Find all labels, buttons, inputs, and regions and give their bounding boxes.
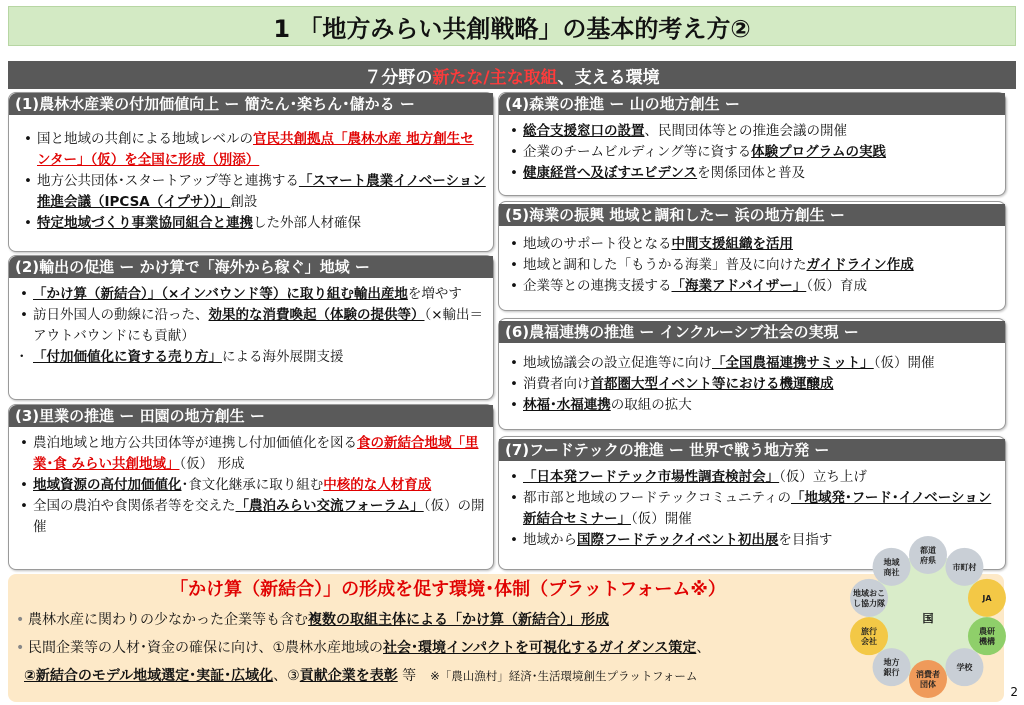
list-item: • 地域のサポート役となる中間支援組織を活用 <box>507 234 1001 255</box>
list-item: • 全国の農泊や食関係者等を交えた「農泊みらい交流フォーラム」（仮）の開催 <box>17 496 487 538</box>
diagram-node-label: 旅行 <box>861 627 878 637</box>
list-item: • 地方公共団体･スタートアップ等と連携する「スマート農業イノベーション推進会議（IPCSA（イプサ））」創設 <box>21 171 487 213</box>
panel-header: (4)森業の推進 ー 山の地方創生 ー <box>499 93 1005 115</box>
list-item: ②新結合のモデル地域選定･実証･広域化、③貢献企業を表彰 等 ※「農山漁村」経済･生活環境創生プラットフォーム <box>24 668 698 684</box>
diagram-node-label: 都道 <box>920 546 936 555</box>
diagram-node-label: 地域 <box>883 557 900 567</box>
list-item: • 健康経営へ及ぼすエビデンスを関係団体と普及 <box>507 163 1001 184</box>
list-item: • 「日本発フードテック市場性調査検討会」（仮）立ち上げ <box>507 467 1001 488</box>
list-item: • 農林水産に関わりの少なかった企業等も含む複数の取組主体による「かけ算（新結合）」形成 <box>16 606 846 634</box>
panel-agriculture-value <box>8 92 494 252</box>
panel-header: (1)農林水産業の付加価値向上 ー 簡たん･楽ちん･儲かる ー <box>9 93 493 115</box>
list-item: • 総合支援窓口の設置、民間団体等との推進会議の開催 <box>507 121 1001 142</box>
list-item: • 農泊地域と地方公共団体等が連携し付加価値化を図る食の新結合地域「里業･食 みらい共創地域」（仮） 形成 <box>17 433 487 475</box>
diagram-node-label: 地方 <box>883 658 900 668</box>
panel-export <box>8 255 494 400</box>
diagram-node-label: 府県 <box>920 556 936 565</box>
panel-header: (6)農福連携の推進 ー インクルーシブ社会の実現 ー <box>499 321 1005 343</box>
list-item: • 地域と調和した「もうかる海業」普及に向けたガイドライン作成 <box>507 255 1001 276</box>
diagram-node-label: 会社 <box>861 637 878 647</box>
platform-title: 「かけ算（新結合）」の形成を促す環境･体制（プラットフォーム※） <box>170 579 726 600</box>
list-item: • 地域協議会の設立促進等に向け「全国農福連携サミット」（仮）開催 <box>507 353 1001 374</box>
list-item: • 地域資源の高付加価値化･食文化継承に取り組む中核的な人材育成 <box>17 475 487 496</box>
panel-header: (5)海業の振興 地域と調和したー 浜の地方創生 ー <box>499 204 1005 226</box>
list-item: • 消費者向け首都圏大型イベント等における機運醸成 <box>507 374 1001 395</box>
subtitle-part1: ７分野の <box>364 67 433 88</box>
list-item: • 「かけ算（新結合）」（×インバウンド等）に取り組む輸出産地を増やす <box>17 284 487 305</box>
list-item: • 民間企業等の人材･資金の確保に向け、①農林水産地域の社会･環境インパクトを可視化するガイダンス策定、 <box>16 634 846 662</box>
diagram-node-label: 市町村 <box>952 562 977 572</box>
list-item: • 特定地域づくり事業協同組合と連携した外部人材確保 <box>21 213 487 234</box>
list-item: • 国と地域の共創による地域レベルの官民共創拠点「農林水産 地方創生センター」（仮）を全国に形成（別添） <box>21 129 487 171</box>
list-item: • 地域から国際フードテックイベント初出展を目指す <box>507 530 1001 551</box>
list-item: • 都市部と地域のフードテックコミュニティの「地域発･フード･イノベーション新結合セミナー」（仮）開催 <box>507 488 1001 530</box>
list-item: • 訪日外国人の動線に沿った、効果的な消費喚起（体験の提供等）（×輸出＝アウトバウンドにも貢献） <box>17 305 487 347</box>
diagram-node-label: し協力隊 <box>853 598 886 608</box>
subtitle-part3: 、支える環境 <box>557 67 660 88</box>
diagram-node-label: 学校 <box>956 663 973 673</box>
diagram-node-label: 団体 <box>920 680 936 689</box>
list-item: • 林福･水福連携の取組の拡大 <box>507 395 1001 416</box>
panel-fisheries <box>498 201 1006 311</box>
diagram-node-label: 機構 <box>978 637 995 647</box>
panel-header: (2)輸出の促進 ー かけ算で「海外から稼ぐ」地域 ー <box>9 256 493 278</box>
page-title: 1 「地方みらい共創戦略」の基本的考え方② <box>8 6 1016 46</box>
diagram-node-label: 農研 <box>978 627 995 637</box>
panel-rural <box>8 404 494 570</box>
page-number: 2 <box>1010 685 1018 699</box>
diagram-node-label: 銀行 <box>883 668 900 678</box>
diagram-node <box>909 660 947 698</box>
subtitle-bar <box>8 61 1016 89</box>
list-item: ・ 「付加価値化に資する売り方」による海外展開支援 <box>17 347 487 368</box>
diagram-node-label: JA <box>982 593 992 603</box>
panel-agri-welfare <box>498 318 1006 430</box>
list-item: • 企業のチームビルディング等に資する体験プログラムの実践 <box>507 142 1001 163</box>
diagram-node-label: 地域おこ <box>853 588 886 598</box>
stakeholder-diagram <box>838 532 1018 702</box>
panel-forestry <box>498 92 1006 196</box>
panel-header: (7)フードテックの推進 ー 世界で戦う地方発 ー <box>499 439 1005 461</box>
diagram-node-label: 商社 <box>883 567 900 577</box>
panel-header: (3)里業の推進 ー 田園の地方創生 ー <box>9 405 493 427</box>
diagram-node-label: 消費者 <box>916 670 940 679</box>
diagram-node <box>909 536 947 574</box>
platform-note: ※「農山漁村」経済･生活環境創生プラットフォーム <box>430 669 698 683</box>
subtitle-highlight: 新たな/主な取組 <box>432 67 558 88</box>
list-item: • 企業等との連携支援する「海業アドバイザー」（仮）育成 <box>507 276 1001 297</box>
diagram-center-label: 国 <box>922 612 934 625</box>
